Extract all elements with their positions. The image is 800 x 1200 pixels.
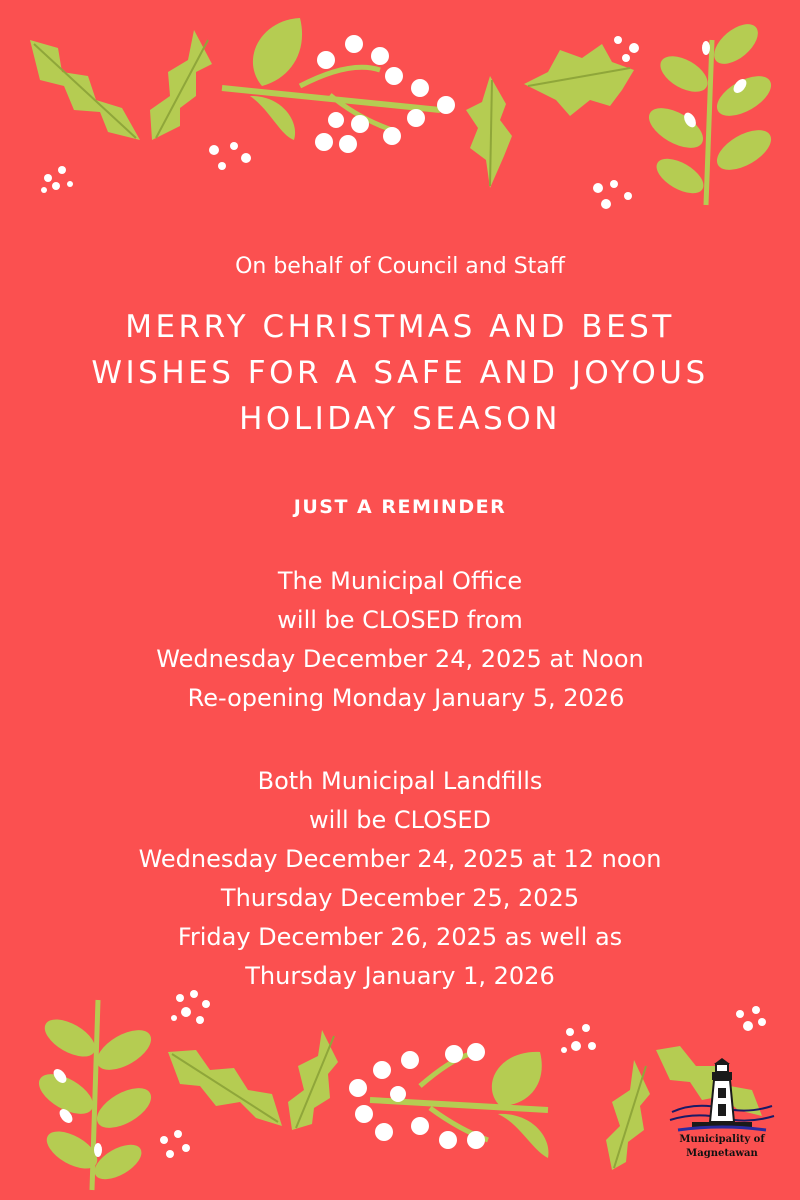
landfill-line-2: will be CLOSED (309, 806, 491, 834)
intro-text: On behalf of Council and Staff (235, 254, 565, 279)
landfill-line-1: Both Municipal Landfills (257, 767, 543, 795)
top-holly-decoration (0, 0, 800, 230)
holly-leaf-icon (288, 1030, 338, 1130)
lighthouse-logo-icon (668, 1058, 776, 1138)
landfill-line-5: Friday December 26, 2025 as well as (177, 923, 623, 951)
holly-leaf-icon (466, 76, 512, 188)
holly-leaf-icon (150, 30, 212, 140)
headline-line-3: HOLIDAY SEASON (239, 401, 561, 437)
holly-leaf-icon (30, 40, 140, 140)
municipality-logo (668, 1058, 776, 1168)
headline-line-2: WISHES FOR A SAFE AND JOYOUS (91, 355, 709, 391)
landfill-line-6: Thursday January 1, 2026 (245, 962, 555, 990)
logo-text-line-2: Magnetawan (686, 1148, 758, 1159)
berry-sprig-icon (222, 18, 455, 153)
holly-leaf-icon (606, 1060, 650, 1170)
reminder-heading: JUST A REMINDER (293, 496, 507, 518)
office-line-4: Re-opening Monday January 5, 2026 (187, 684, 625, 712)
office-line-3: Wednesday December 24, 2025 at Noon (156, 645, 644, 673)
office-line-2: will be CLOSED from (277, 606, 523, 634)
holly-leaf-icon (524, 44, 634, 116)
leafy-sprig-icon (33, 1000, 158, 1190)
holly-leaf-icon (168, 1050, 282, 1126)
landfill-line-4: Thursday December 25, 2025 (220, 884, 580, 912)
logo-text-line-1: Municipality of (679, 1134, 765, 1145)
leafy-sprig-icon (643, 17, 778, 205)
berry-sprig-icon (349, 1043, 548, 1158)
landfill-line-3: Wednesday December 24, 2025 at 12 noon (138, 845, 662, 873)
office-line-1: The Municipal Office (277, 567, 523, 595)
headline-line-1: MERRY CHRISTMAS AND BEST (125, 309, 675, 345)
